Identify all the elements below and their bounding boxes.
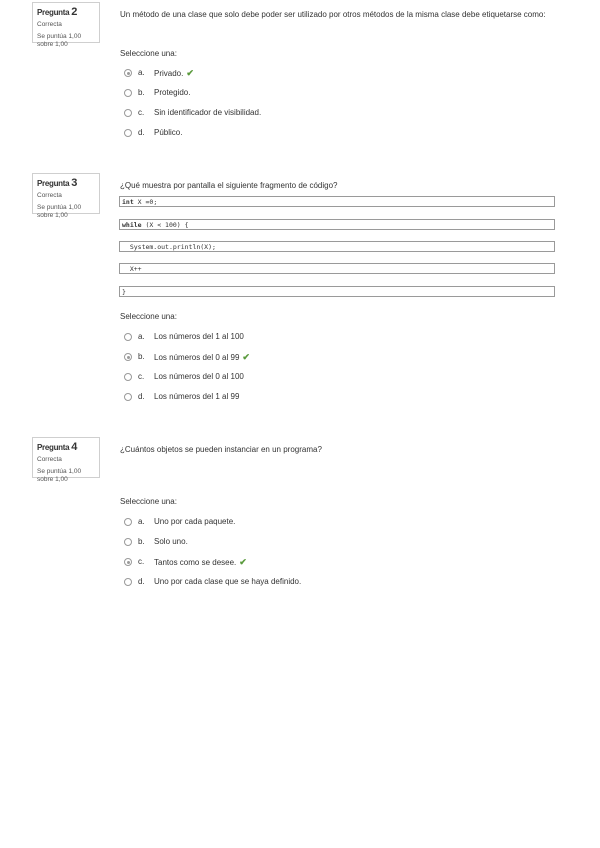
question-text: ¿Qué muestra por pantalla el siguiente fragmento de código? xyxy=(120,181,338,190)
radio-icon[interactable] xyxy=(124,393,132,401)
question-state: Correcta xyxy=(37,21,62,28)
radio-icon[interactable] xyxy=(124,69,132,77)
radio-icon[interactable] xyxy=(124,538,132,546)
question-text: Un método de una clase que solo debe poder ser utilizado por otros métodos de la misma clase debe etiquetarse como: xyxy=(120,10,546,19)
radio-icon[interactable] xyxy=(124,109,132,117)
question-info xyxy=(32,2,100,48)
question-info xyxy=(32,437,100,483)
check-icon: ✔ xyxy=(242,352,250,362)
question-grade: Se puntúa 1,00 sobre 1,00 xyxy=(37,468,82,483)
radio-icon[interactable] xyxy=(124,558,132,566)
code-line-3: System.out.println(X); xyxy=(119,241,555,252)
question-state: Correcta xyxy=(37,456,62,463)
radio-icon[interactable] xyxy=(124,129,132,137)
code-line-1: int X =0; xyxy=(119,196,555,207)
select-prompt: Seleccione una: xyxy=(120,312,177,321)
radio-icon[interactable] xyxy=(124,518,132,526)
question-grade: Se puntúa 1,00 sobre 1,00 xyxy=(37,204,82,219)
radio-icon[interactable] xyxy=(124,353,132,361)
question-state: Correcta xyxy=(37,192,62,199)
check-icon: ✔ xyxy=(239,557,247,567)
code-line-2: while (X < 100) { xyxy=(119,219,555,230)
radio-icon[interactable] xyxy=(124,373,132,381)
question-number: Pregunta 4 xyxy=(37,441,78,453)
check-icon: ✔ xyxy=(186,68,194,78)
select-prompt: Seleccione una: xyxy=(120,49,177,58)
code-line-4: X++ xyxy=(119,263,555,274)
question-number: Pregunta 2 xyxy=(37,6,78,18)
radio-icon[interactable] xyxy=(124,578,132,586)
radio-icon[interactable] xyxy=(124,89,132,97)
question-info xyxy=(32,173,100,219)
question-grade: Se puntúa 1,00 sobre 1,00 xyxy=(37,33,82,48)
radio-icon[interactable] xyxy=(124,333,132,341)
question-number: Pregunta 3 xyxy=(37,177,78,189)
question-text: ¿Cuántos objetos se pueden instanciar en un programa? xyxy=(120,445,322,454)
select-prompt: Seleccione una: xyxy=(120,497,177,506)
code-line-5: } xyxy=(119,286,555,297)
